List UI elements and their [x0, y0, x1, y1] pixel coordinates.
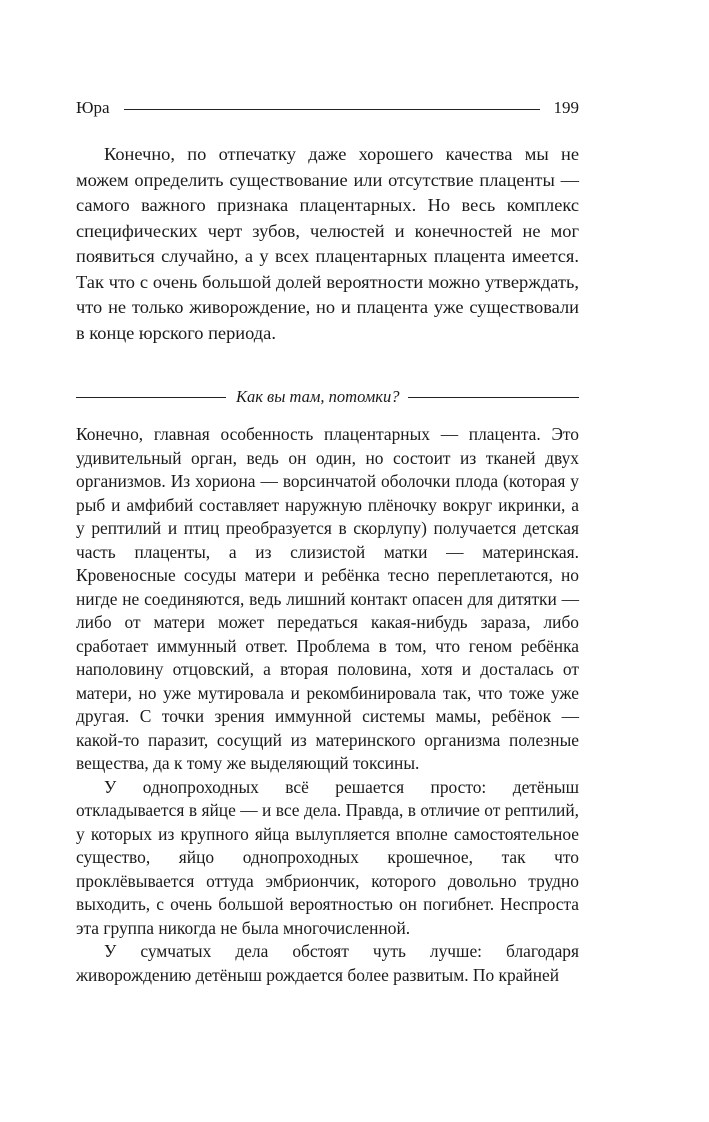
- paragraph: У однопроходных всё решается просто: детёныш откладывается в яйце — и все дела. Правда, в отличие от рептилий, у которых из крупного яйца вылупляется вполне самостоятельное существо, яйцо однопроходных крошечное, так что проклёвывается оттуда эмбриончик, которого довольно трудно выходить, с очень большой вероятностью он погибнет. Неспроста эта группа никогда не была многочисленной.: [76, 776, 579, 938]
- paragraph: Конечно, по отпечатку даже хорошего качества мы не можем определить существование или отсутствие плаценты — самого важного признака плацентарных. Но весь комплекс специфических черт зубов, челюстей и конечностей не мог появиться случайно, а у всех плацентарных плацента имеется. Так что с очень большой долей вероятности можно утверждать, что не только живорождение, но и плацента уже существовали в конце юрского периода.: [76, 144, 579, 343]
- section-divider: [76, 385, 579, 409]
- text-block-bottom: [76, 423, 579, 987]
- text-block-top: [76, 142, 579, 346]
- paragraph: У сумчатых дела обстоят чуть лучше: благодаря живорождению детёныш рождается более развитым. По крайней: [76, 941, 579, 985]
- section-title: Как вы там, потомки?: [236, 387, 400, 406]
- paragraph: Конечно, главная особенность плацентарных — плацента. Это удивительный орган, ведь он один, но состоит из тканей двух организмов. Из хориона — ворсинчатой оболочки плода (которая у рыб и амфибий составляет наружную плёночку вокруг икринки, а у рептилий и птиц преобразуется в скорлупу) получается детская часть плаценты, а из слизистой матки — материнская. Кровеносные сосуды матери и ребёнка тесно переплетаются, но нигде не соединяются, ведь лишний контакт опасен для дитятки — либо от матери может передаться какая-нибудь зараза, либо сработает иммунный ответ. Проблема в том, что геном ребёнка наполовину отцовский, а вторая половина, хотя и досталась от матери, но уже мутировала и рекомбинировала так, что тоже уже другая. С точки зрения иммунной системы мамы, ребёнок — какой-то паразит, сосущий из материнского организма полезные вещества, да к тому же выделяющий токсины.: [76, 424, 579, 773]
- divider-rule-right: [408, 397, 579, 398]
- running-header: [76, 96, 579, 120]
- divider-rule-left: [76, 397, 226, 398]
- header-rule: [124, 109, 540, 110]
- running-title: Юра: [76, 98, 110, 117]
- page-number: 199: [553, 98, 579, 117]
